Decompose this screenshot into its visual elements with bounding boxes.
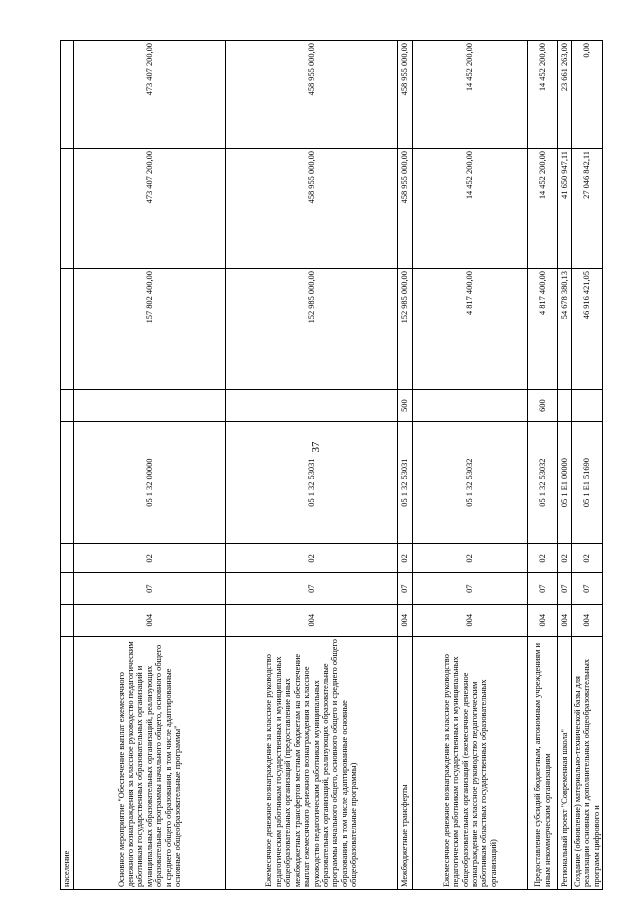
table-row	[226, 41, 398, 890]
cell-c3: 02	[398, 544, 413, 573]
cell-c2: 07	[74, 573, 226, 605]
cell-v2: 27 046 842,11	[572, 149, 603, 269]
cell-c3: 02	[413, 544, 528, 573]
cell-vr	[74, 390, 226, 422]
cell-c1: 004	[413, 604, 528, 636]
cell-v1: 157 802 400,00	[74, 269, 226, 390]
cell-c1: 004	[558, 604, 572, 636]
cell-c3: 02	[558, 544, 572, 573]
page-number: 37	[310, 441, 322, 453]
cell-c3: 02	[528, 544, 558, 573]
cell-c2: 07	[226, 573, 398, 605]
cell-vr	[572, 390, 603, 422]
cell-v3: 458 955 000,00	[398, 41, 413, 149]
cell-v2: 41 650 947,11	[558, 149, 572, 269]
table-body	[61, 41, 603, 890]
cell-name: Предоставление субсидий бюджетным, автономным учреждениям и иным некоммерческим организациям	[528, 636, 558, 889]
cell-code	[61, 421, 74, 543]
cell-c1: 004	[398, 604, 413, 636]
cell-code: 05 1 32 00000	[74, 421, 226, 543]
cell-vr: 600	[528, 390, 558, 422]
cell-v1: 152 985 000,00	[398, 269, 413, 390]
cell-v1: 54 678 380,13	[558, 269, 572, 390]
cell-v3: 473 407 200,00	[74, 41, 226, 149]
cell-code: 05 1 32 53032	[528, 421, 558, 543]
cell-c1: 004	[226, 604, 398, 636]
table-row	[74, 41, 226, 890]
cell-code: 05 1 E1 51690	[572, 421, 603, 543]
cell-v2	[61, 149, 74, 269]
rotated-budget-table	[60, 40, 601, 890]
cell-v1: 152 985 000,00	[226, 269, 398, 390]
cell-v1: 4 817 400,00	[413, 269, 528, 390]
cell-name: Ежемесячное денежное вознаграждение за классное руководство педагогическим работникам государственных и муниципальных общеобразовательных организаций (предоставление иных межбюджетных трансфертов местным бюджетам на обеспечение выплат ежемесячного денежного вознаграждения за классное руководство педагогическим работникам муниципальных образовательных организаций, реализующих образовательные программы начального общего, основного общего и среднего общего образования, в том числе адаптированные основные общеобразовательные программы)	[226, 636, 398, 889]
cell-c3: 02	[226, 544, 398, 573]
cell-c2: 07	[398, 573, 413, 605]
cell-code: 05 1 E1 00000	[558, 421, 572, 543]
cell-name: население	[61, 636, 74, 889]
cell-v3: 23 661 263,00	[558, 41, 572, 149]
cell-c3: 02	[572, 544, 603, 573]
table-row	[398, 41, 413, 890]
cell-v3: 0,00	[572, 41, 603, 149]
cell-c2: 07	[528, 573, 558, 605]
cell-v1: 4 817 400,00	[528, 269, 558, 390]
cell-c3: 02	[74, 544, 226, 573]
cell-v3: 458 955 000,00	[226, 41, 398, 149]
cell-name: Ежемесячное денежное вознаграждение за классное руководство педагогическим работникам государственных и муниципальных общеобразовательных организаций (ежемесячное денежное вознаграждение за классное руководство педагогическим работникам областных государственных образовательных организаций)	[413, 636, 528, 889]
table-row	[572, 41, 603, 890]
cell-name: Создание (обновление) материально-технической базы для реализации основных и дополнительных общеобразовательных программ цифрового и	[572, 636, 603, 889]
cell-v2: 473 407 200,00	[74, 149, 226, 269]
cell-vr	[226, 390, 398, 422]
table-row	[528, 41, 558, 890]
cell-c2: 07	[413, 573, 528, 605]
cell-vr: 500	[398, 390, 413, 422]
cell-c2	[61, 573, 74, 605]
cell-v1	[61, 269, 74, 390]
table-row	[558, 41, 572, 890]
cell-v2: 458 955 000,00	[398, 149, 413, 269]
table-row	[413, 41, 528, 890]
cell-v2: 458 955 000,00	[226, 149, 398, 269]
cell-name: Региональный проект "Современная школа"	[558, 636, 572, 889]
cell-v2: 14 452 200,00	[413, 149, 528, 269]
cell-vr	[413, 390, 528, 422]
cell-c2: 07	[572, 573, 603, 605]
cell-v3	[61, 41, 74, 149]
cell-v3: 14 452 200,00	[413, 41, 528, 149]
cell-c2: 07	[558, 573, 572, 605]
cell-vr	[558, 390, 572, 422]
cell-code: 05 1 32 53031	[226, 421, 398, 543]
cell-code: 05 1 32 53031	[398, 421, 413, 543]
cell-v1: 46 916 421,05	[572, 269, 603, 390]
cell-vr	[61, 390, 74, 422]
cell-v2: 14 452 200,00	[528, 149, 558, 269]
cell-c1: 004	[572, 604, 603, 636]
cell-name: Межбюджетные трансферты	[398, 636, 413, 889]
cell-c1: 004	[74, 604, 226, 636]
cell-c3	[61, 544, 74, 573]
cell-c1	[61, 604, 74, 636]
cell-c1: 004	[528, 604, 558, 636]
cell-code: 05 1 32 53032	[413, 421, 528, 543]
cell-name: Основное мероприятие "Обеспечение выплат ежемесячного денежного вознаграждения за классное руководство педагогическим работникам государственных образовательных организаций и муниципальных образовательных организаций, реализующих образовательные программы начального общего, основного общего и среднего общего образования, в том числе адаптированные основные общеобразовательные программы"	[74, 636, 226, 889]
budget-table	[60, 40, 603, 890]
table-row	[61, 41, 74, 890]
cell-v3: 14 452 200,00	[528, 41, 558, 149]
